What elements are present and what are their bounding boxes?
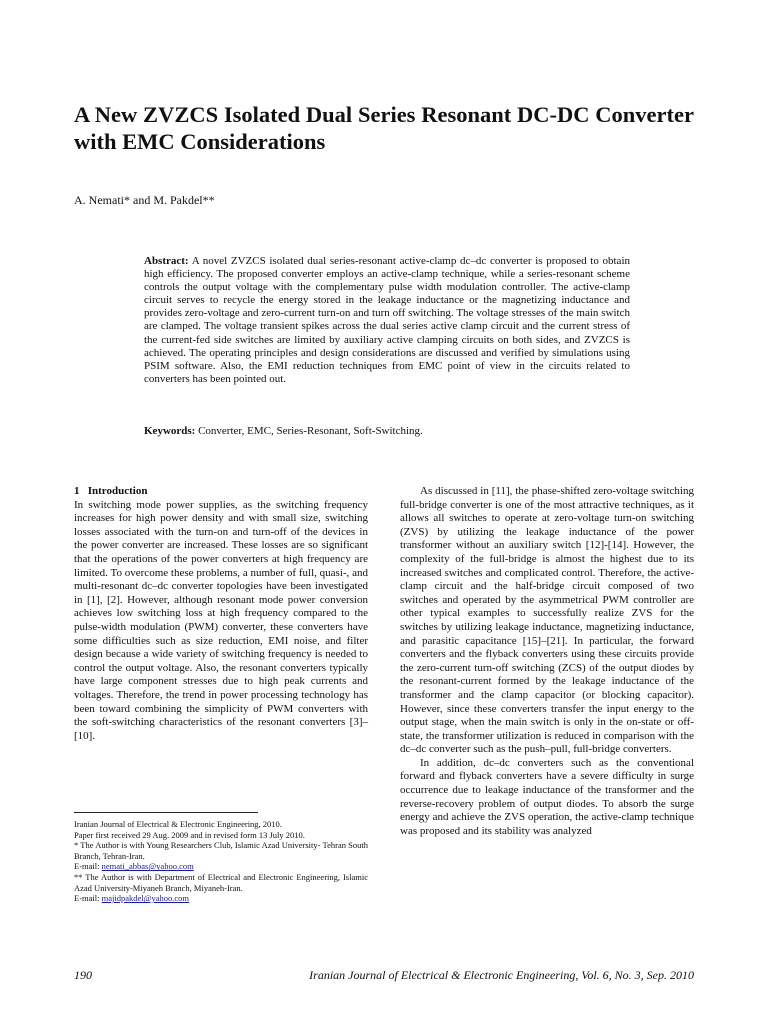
- paper-title: A New ZVZCS Isolated Dual Series Resonant DC-DC Converter with EMC Considerations: [74, 102, 694, 154]
- footnote-email2: [74, 893, 368, 904]
- journal-info: Iranian Journal of Electrical & Electronic Engineering, Vol. 6, No. 3, Sep. 2010: [309, 968, 694, 982]
- keywords: [144, 424, 630, 438]
- page-number: 190: [74, 968, 92, 982]
- footnote-email1: [74, 861, 368, 872]
- abstract-label: Abstract:: [144, 255, 189, 267]
- footnote-author2: ** The Author is with Department of Electrical and Electronic Engineering, Islamic Azad University-Miyaneh Branch, Miyaneh-Iran.: [74, 871, 368, 893]
- email2-link[interactable]: majidpakdel@yahoo.com: [101, 893, 189, 904]
- section-heading-introduction: 1 Introduction: [74, 485, 148, 497]
- keywords-label: Keywords:: [144, 425, 196, 437]
- email2-label: E-mail:: [74, 893, 102, 904]
- footnote-divider: [74, 812, 258, 813]
- email1-link[interactable]: nemati_abbas@yahoo.com: [101, 861, 194, 872]
- abstract: [144, 255, 630, 386]
- body-paragraph-2: In addition, dc–dc converters such as the conventional forward and flyback converters have a severe difficulty in surge occurrence due to leakage inductance of the transformer and the reverse-recovery problem of output diodes. To absorb the surge energy and achieve the ZVS operation, the active-clamp technique was proposed and its stability was analyzed: [400, 756, 694, 837]
- footnote-author1: * The Author is with Young Researchers Club, Islamic Azad University- Tehran South Branch, Tehran-Iran.: [74, 840, 368, 861]
- right-column: [400, 485, 694, 838]
- abstract-text: A novel ZVZCS isolated dual series-resonant active-clamp dc–dc converter is proposed to obtain high efficiency. The proposed converter employs an active-clamp technique, while a series-resonant scheme controls the output voltage with the complementary pulse width modulation controller. The active-clamp circuit serves to recycle the energy stored in the leakage inductance or the magnetizing inductance and provides zero-voltage and zero-current turn-on and turn off switching. The voltage stresses of the main switch are clamped. The voltage transient spikes across the dual series active clamp circuit and the current stress of the current-fed side switches are limited by auxiliary active clamping circuits on both sides, and ZVZCS is achieved. The operating principles and design considerations are discussed and verified by simulations using PSIM software. Also, the EMI reduction techniques from EMC point of view in the circuits related to converters has been pointed out.: [144, 255, 630, 385]
- email1-label: E-mail:: [74, 861, 102, 872]
- body-paragraph-1: As discussed in [11], the phase-shifted zero-voltage switching full-bridge converter is one of the most attractive techniques, as it allows all switches to operate at zero-voltage turn-on switching (ZVS) by utilizing the leakage inductance of the power transformer without an auxiliary switch [12]-[14]. However, the complexity of the full-bridge is almost the highest due to its increased switches and complicated control. Therefore, the active-clamp circuit and the half-bridge circuit composed of two switches and operated by the asymmetrical PWM controller are other typical examples to successfully realize ZVS for the switches by utilizing leakage inductance, magnetizing inductance, and parasitic capacitance [15]–[21]. In particular, the forward converters and the flyback converters using these circuits provide the zero-current turn-off switching (ZCS) of the output diodes by the resonant-current formed by the leakage inductance of the transformer and the clamp capacitor (or blocking capacitor). However, since these converters transfer the input energy to the output stage, when the main switch is only in the on-state or off-state, the transformer utilization is reduced in comparison with the dc–dc converter such as the push–pull, full-bridge converters.: [400, 485, 694, 756]
- left-column: [74, 485, 368, 743]
- keywords-text: Converter, EMC, Series-Resonant, Soft-Switching.: [198, 425, 423, 437]
- footnote-received: Paper first received 29 Aug. 2009 and in revised form 13 July 2010.: [74, 829, 305, 840]
- author-line: A. Nemati* and M. Pakdel**: [74, 193, 215, 207]
- footnotes: [74, 819, 368, 904]
- introduction-paragraph: In switching mode power supplies, as the switching frequency increases for high power density and with small size, switching losses associated with the turn-on and turn-off of the devices in the power converter are increased. These losses are so significant that the operations of the power converters at high frequency are limited. To overcome these problems, a number of full, quasi-, and multi-resonant dc–dc converter topologies have been investigated in [1], [2]. However, although resonant mode power conversion achieves low switching loss at high frequency compared to the pulse-width modulation (PWM) converter, these converters have some difficulties such as size reduction, EMI noise, and filter design because a wide variety of switching frequency is needed to control the output voltage. Also, the resonant converters typically have large component stresses due to high peak currents and voltages. Therefore, the trend in power processing technology has been toward combining the simplicity of PWM converters with the soft-switching characteristics of the resonant converters [3]–[10].: [74, 498, 368, 742]
- footnote-journal: Iranian Journal of Electrical & Electronic Engineering, 2010.: [74, 819, 282, 829]
